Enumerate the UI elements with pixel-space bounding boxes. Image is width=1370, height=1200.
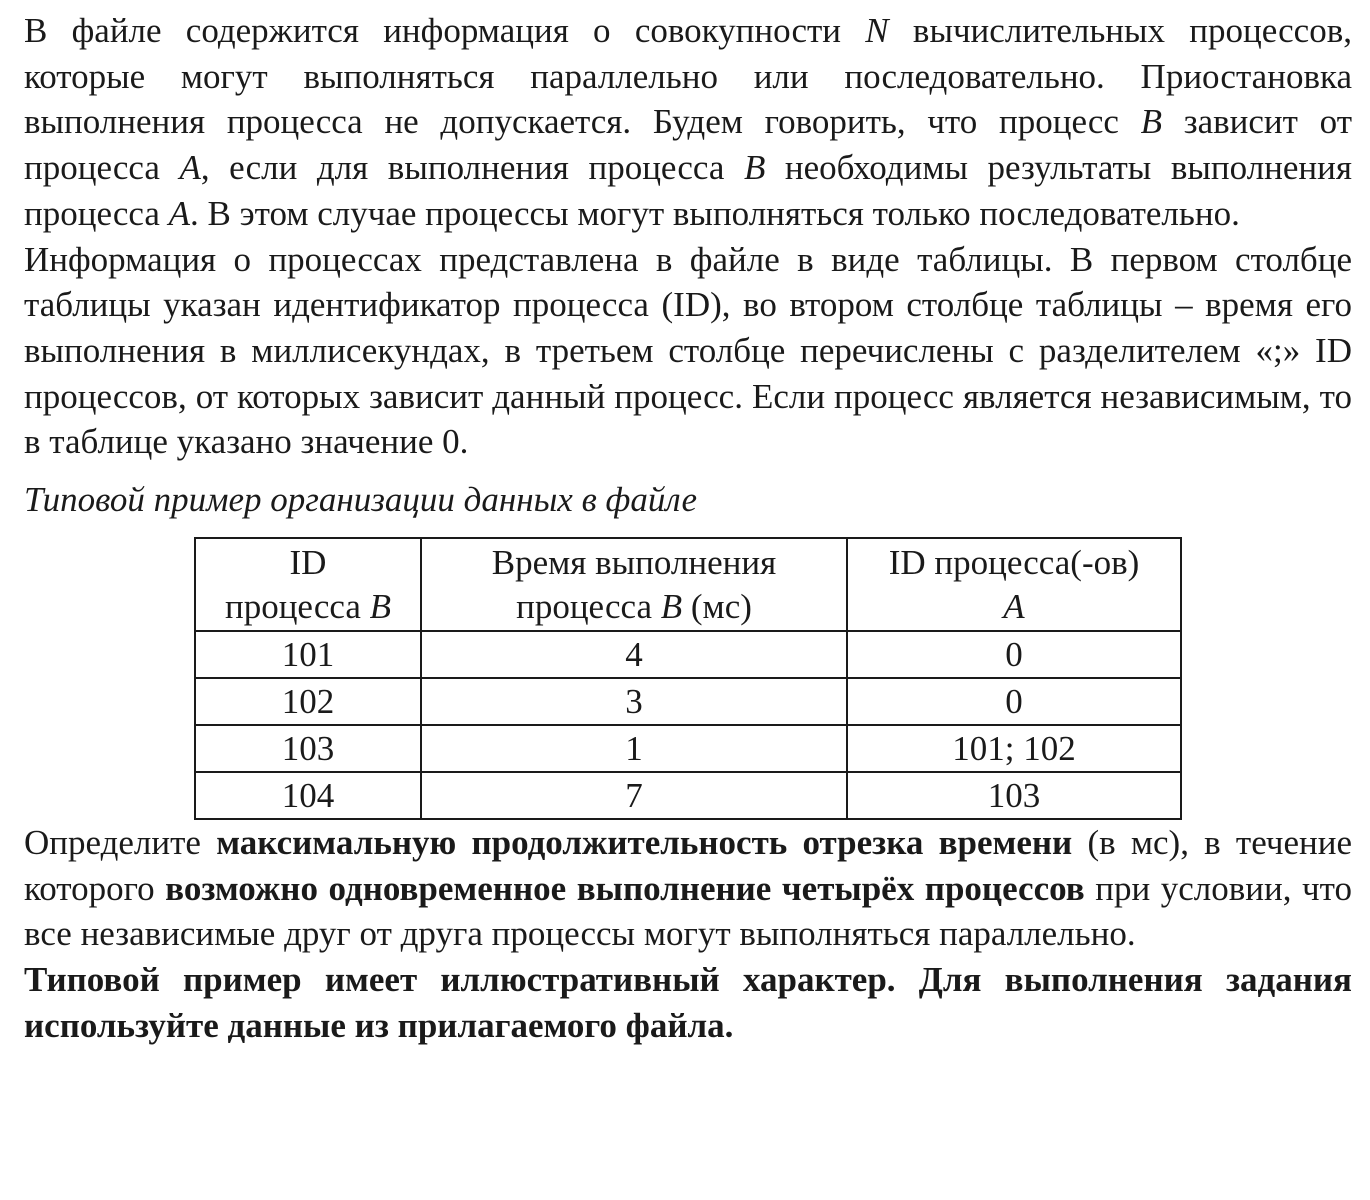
table-row (195, 725, 1181, 772)
cell-time: 3 (421, 678, 847, 725)
example-table (194, 537, 1182, 820)
table-header-row (195, 538, 1181, 631)
text-run: вычислительных процессов, которые могут выполняться параллельно или последовательно. Приостановка выполнения процесса не допускается. Будем говорить, что процесс (24, 11, 1352, 142)
note-paragraph: Типовой пример имеет иллюстративный характер. Для выполнения задания используйте данные из прилагаемого файла. (24, 960, 1352, 1046)
header-line: Время выполнения (491, 543, 777, 583)
cell-id: 104 (195, 772, 421, 819)
emphasis: возможно одновременное выполнение четырёх процессов (165, 868, 1085, 908)
cell-deps: 103 (847, 772, 1181, 819)
emphasis: максимальную продолжительность отрезка времени (216, 823, 1073, 863)
header-line: процесса (224, 587, 370, 627)
text-run: . В этом случае процессы могут выполняться только последовательно. (190, 193, 1240, 233)
variable-n: N (865, 11, 889, 50)
text-run: необходимы результаты выполнения процесса (24, 148, 1352, 233)
intro-paragraph-2: Информация о процессах представлена в файле в виде таблицы. В первом столбце таблицы указан идентификатор процесса (ID), во втором столбце таблицы – время его выполнения в миллисекундах, в третьем столбце перечислены с разделителем «;» ID процессов, от которых зависит данный процесс. Если процесс является независимым, то в таблице указано значение 0. (24, 239, 1352, 462)
cell-id: 101 (195, 631, 421, 678)
text-run: зависит от процесса (24, 102, 1352, 188)
text-run: В файле содержится информация о совокупности (24, 11, 866, 50)
table-row (195, 631, 1181, 678)
table-caption: Типовой пример организации данных в файле (24, 480, 698, 520)
variable-b: B (743, 148, 766, 188)
header-process-id (195, 538, 421, 631)
text-run: , если для выполнения процесса (200, 148, 744, 188)
example-table-wrapper (194, 537, 1182, 820)
header-variable: A (1003, 587, 1025, 627)
cell-deps: 0 (847, 631, 1181, 678)
cell-time: 1 (421, 725, 847, 772)
variable-b: B (1140, 102, 1163, 142)
text-run: (в мс), в течение которого (24, 823, 1353, 908)
cell-id: 102 (195, 678, 421, 725)
task-document (24, 8, 1352, 1049)
table-row (195, 678, 1181, 725)
cell-id: 103 (195, 725, 421, 772)
header-line: процесса (516, 587, 661, 627)
question-paragraph (24, 820, 1352, 957)
text-run: Определите (24, 823, 217, 863)
variable-a: A (168, 193, 191, 233)
header-dependency-ids (847, 538, 1181, 631)
cell-deps: 0 (847, 678, 1181, 725)
variable-a: A (179, 148, 201, 188)
intro-paragraph-1 (24, 8, 1352, 237)
cell-deps: 101; 102 (847, 725, 1181, 772)
header-line: ID (289, 543, 327, 583)
text-run: при условии, что все независимые друг от друга процессы могут выполняться параллельно. (24, 868, 1352, 954)
table-row (195, 772, 1181, 819)
header-line: ID процесса(-ов) (888, 543, 1140, 583)
cell-time: 4 (421, 631, 847, 678)
header-execution-time (421, 538, 847, 631)
header-variable: B (660, 587, 683, 627)
cell-time: 7 (421, 772, 847, 819)
header-variable: B (369, 587, 392, 627)
header-line: (мс) (682, 587, 752, 627)
